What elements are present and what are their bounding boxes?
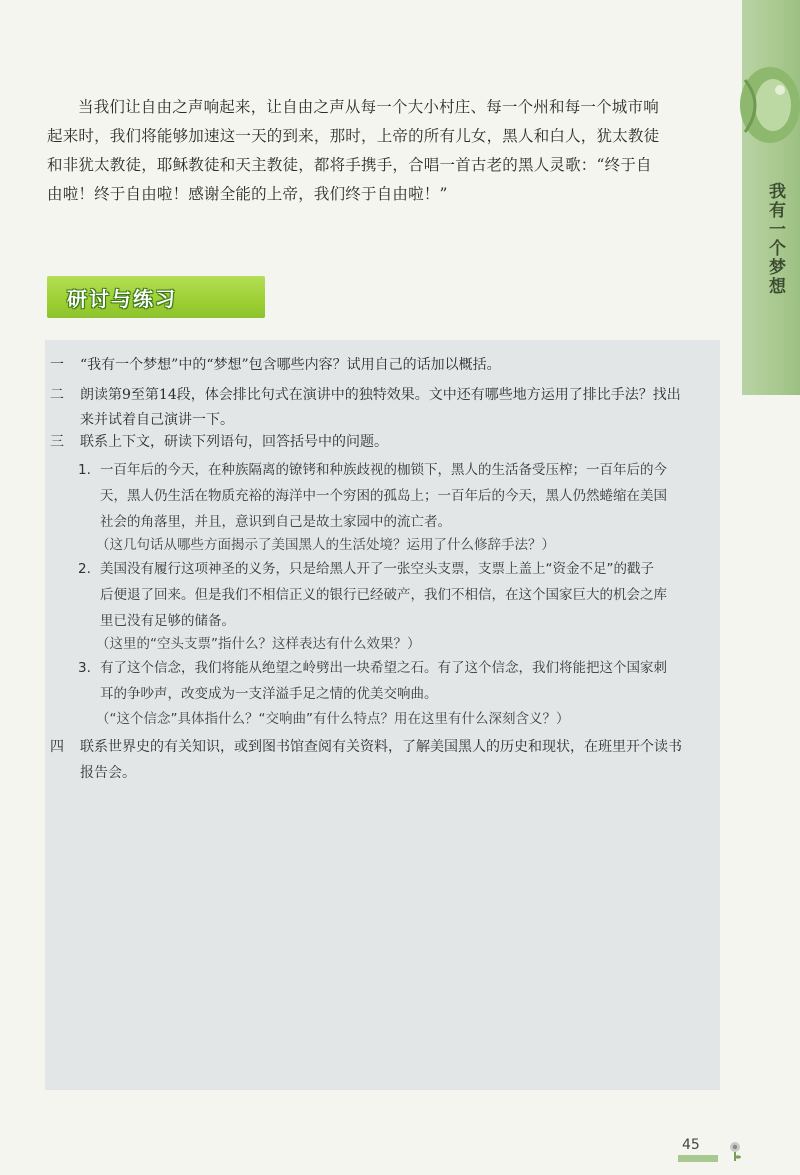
flower-icon (727, 1140, 743, 1162)
page-number: 45 (682, 1137, 700, 1153)
subitem-line: 后便退了回来。但是我们不相信正义的银行已经破产，我们不相信，在这个国家巨大的机会之库 (100, 587, 667, 603)
subitem-3 (78, 655, 718, 709)
subitem-hint: （这几句话从哪些方面揭示了美国黑人的生活处境？运用了什么修辞手法？） (96, 537, 555, 553)
question-number: 四 (50, 739, 64, 755)
question-4 (50, 735, 720, 785)
intro-line: 由啦！终于自由啦！感谢全能的上帝，我们终于自由啦！” (47, 185, 448, 203)
subitem-line: 耳的争吵声，改变成为一支洋溢手足之情的优美交响曲。 (100, 686, 438, 702)
subitem-line: 天，黑人仍生活在物质充裕的海洋中一个穷困的孤岛上；一百年后的今天，黑人仍然蜷缩在美国 (100, 488, 667, 504)
subitem-hint: （“这个信念”具体指什么？“交响曲”有什么特点？用在这里有什么深刻含义？） (96, 711, 570, 727)
subitem-line: 一百年后的今天，在种族隔离的镣铐和种族歧视的枷锁下，黑人的生活备受压榨；一百年后的今 (100, 462, 667, 478)
question-number: 三 (50, 434, 64, 450)
question-text: 联系世界史的有关知识，或到图书馆查阅有关资料，了解美国黑人的历史和现状，在班里开个读书 (80, 739, 682, 755)
subitem-line: 有了这个信念，我们将能从绝望之岭劈出一块希望之石。有了这个信念，我们将能把这个国家刺 (100, 660, 667, 676)
question-text: 联系上下文，研读下列语句，回答括号中的问题。 (80, 434, 388, 450)
question-text: 朗读第9至第14段，体会排比句式在演讲中的独特效果。文中还有哪些地方运用了排比手法？找出 (80, 387, 681, 403)
subitem-2 (78, 556, 718, 636)
question-text: “我有一个梦想”中的“梦想”包含哪些内容？试用自己的话加以概括。 (80, 357, 501, 373)
intro-paragraph (47, 93, 717, 209)
subitem-hint: （这里的“空头支票”指什么？这样表达有什么效果？） (96, 636, 421, 652)
subitem-number: 1. (78, 462, 91, 478)
subitem-line: 里已没有足够的储备。 (100, 613, 235, 629)
section-title: 研讨与练习 (67, 287, 177, 311)
question-number: 二 (50, 387, 64, 403)
subitem-line: 社会的角落里，并且，意识到自己是故土家园中的流亡者。 (100, 514, 451, 530)
question-text: 来并试着自己演讲一下。 (80, 412, 234, 428)
subitem-number: 3. (78, 660, 91, 676)
chapter-title: 我有一个梦想 (765, 182, 785, 296)
question-number: 一 (50, 357, 64, 373)
leaf-ornament-icon (725, 60, 800, 150)
section-banner (47, 276, 265, 318)
page-number-bar (678, 1155, 718, 1162)
question-2 (50, 383, 710, 433)
subitem-1 (78, 457, 718, 537)
intro-line: 当我们让自由之声响起来，让自由之声从每一个大小村庄、每一个州和每一个城市响 (78, 98, 659, 116)
question-text: 报告会。 (80, 765, 136, 781)
intro-line: 和非犹太教徒，耶稣教徒和天主教徒，都将手携手，合唱一首古老的黑人灵歌：“终于自 (47, 156, 652, 174)
subitem-number: 2. (78, 561, 91, 577)
subitem-line: 美国没有履行这项神圣的义务，只是给黑人开了一张空头支票，支票上盖上“资金不足”的戳子 (100, 561, 654, 577)
intro-line: 起来时，我们将能够加速这一天的到来，那时，上帝的所有儿女，黑人和白人，犹太教徒 (47, 127, 660, 145)
